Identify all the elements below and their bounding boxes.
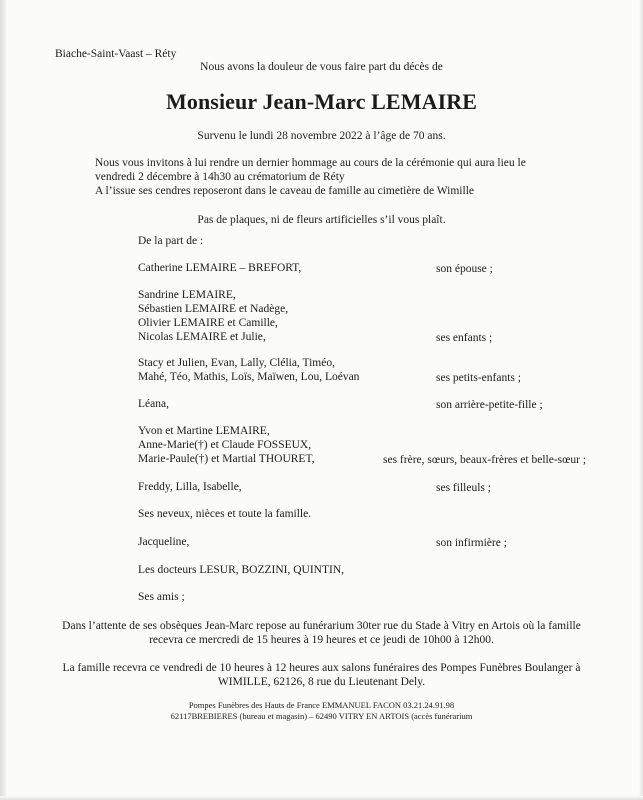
family-freres-relation: ses frère, sœurs, beaux-frères et belle-sœur ; <box>383 454 587 466</box>
family-infirmiere-relation: son infirmière ; <box>436 537 507 549</box>
family-neveux: Ses neveux, nièces et toute la famille. <box>138 508 312 520</box>
family-epouse-relation: son épouse ; <box>436 263 493 275</box>
family-frere-1: Yvon et Martine LEMAIRE, <box>138 425 270 437</box>
family-filleuls-relation: ses filleuls ; <box>436 482 491 494</box>
invitation-line-1: Nous vous invitons à lui rendre un dernier hommage au cours de la cérémonie qui aura lieu le <box>95 157 526 169</box>
de-la-part-label: De la part de : <box>138 235 204 247</box>
date-of-death: Survenu le lundi 28 novembre 2022 à l’âge de 70 ans. <box>197 130 446 142</box>
family-enfant-1: Sandrine LEMAIRE, <box>138 289 236 301</box>
deceased-name: Monsieur Jean-Marc LEMAIRE <box>166 89 477 114</box>
reception-line-1: La famille recevra ce vendredi de 10 heures à 12 heures aux salons funéraires des Pompes Funèbres Boulanger à <box>62 662 581 674</box>
family-frere-3: Marie-Paule(†) et Martial THOURET, <box>138 453 315 465</box>
family-enfant-4: Nicolas LEMAIRE et Julie, <box>138 331 266 343</box>
paper-edge-bottom <box>0 796 643 800</box>
family-docteurs: Les docteurs LESUR, BOZZINI, QUINTIN, <box>138 564 345 576</box>
family-enfants-relation: ses enfants ; <box>436 332 493 344</box>
family-filleuls-name: Freddy, Lilla, Isabelle, <box>138 481 242 493</box>
family-epouse-name: Catherine LEMAIRE – BREFORT, <box>138 262 302 274</box>
funerarium-line-2: recevra ce mercredi de 15 heures à 19 heures et ce jeudi de 10h00 à 12h00. <box>149 634 494 646</box>
invitation-line-3: A l’issue ses cendres reposeront dans le caveau de famille au cimetière de Wimille <box>95 185 475 197</box>
family-enfant-2: Sébastien LEMAIRE et Nadège, <box>138 303 289 315</box>
invitation-line-2: vendredi 2 décembre à 14h30 au crématorium de Réty <box>95 171 345 183</box>
family-amis: Ses amis ; <box>138 591 185 603</box>
no-flowers-notice: Pas de plaques, ni de fleurs artificielles s’il vous plaît. <box>197 214 446 226</box>
funerarium-line-1: Dans l’attente de ses obsèques Jean-Marc repose au funérarium 30ter rue du Stade à Vitry en Artois où la famille <box>62 620 581 632</box>
footer-line-1: Pompes Funèbres des Hauts de France EMMANUEL FACON 03.21.24.91.98 <box>188 700 455 710</box>
family-infirmiere-name: Jacqueline, <box>138 536 190 548</box>
location: Biache-Saint-Vaast – Réty <box>55 48 177 60</box>
family-petit-enfant-line-2: Mahé, Téo, Mathis, Loïs, Maïwen, Lou, Loévan <box>138 371 360 383</box>
family-petits-enfants-relation: ses petits-enfants ; <box>436 372 521 384</box>
footer-line-2: 62117BREBIERES (bureau et magasin) – 62490 VITRY EN ARTOIS (accès funérarium <box>170 711 473 721</box>
family-enfant-3: Olivier LEMAIRE et Camille, <box>138 317 278 329</box>
family-arriere-name: Léana, <box>138 398 169 410</box>
family-frere-2: Anne-Marie(†) et Claude FOSSEUX, <box>138 439 312 451</box>
family-arriere-relation: son arrière-petite-fille ; <box>436 399 543 411</box>
family-petit-enfant-line-1: Stacy et Julien, Evan, Lally, Clélia, Timéo, <box>138 357 335 369</box>
intro-text: Nous avons la douleur de vous faire part du décès de <box>200 61 443 73</box>
reception-line-2: WIMILLE, 62126, 8 rue du Lieutenant Dely. <box>217 676 426 688</box>
